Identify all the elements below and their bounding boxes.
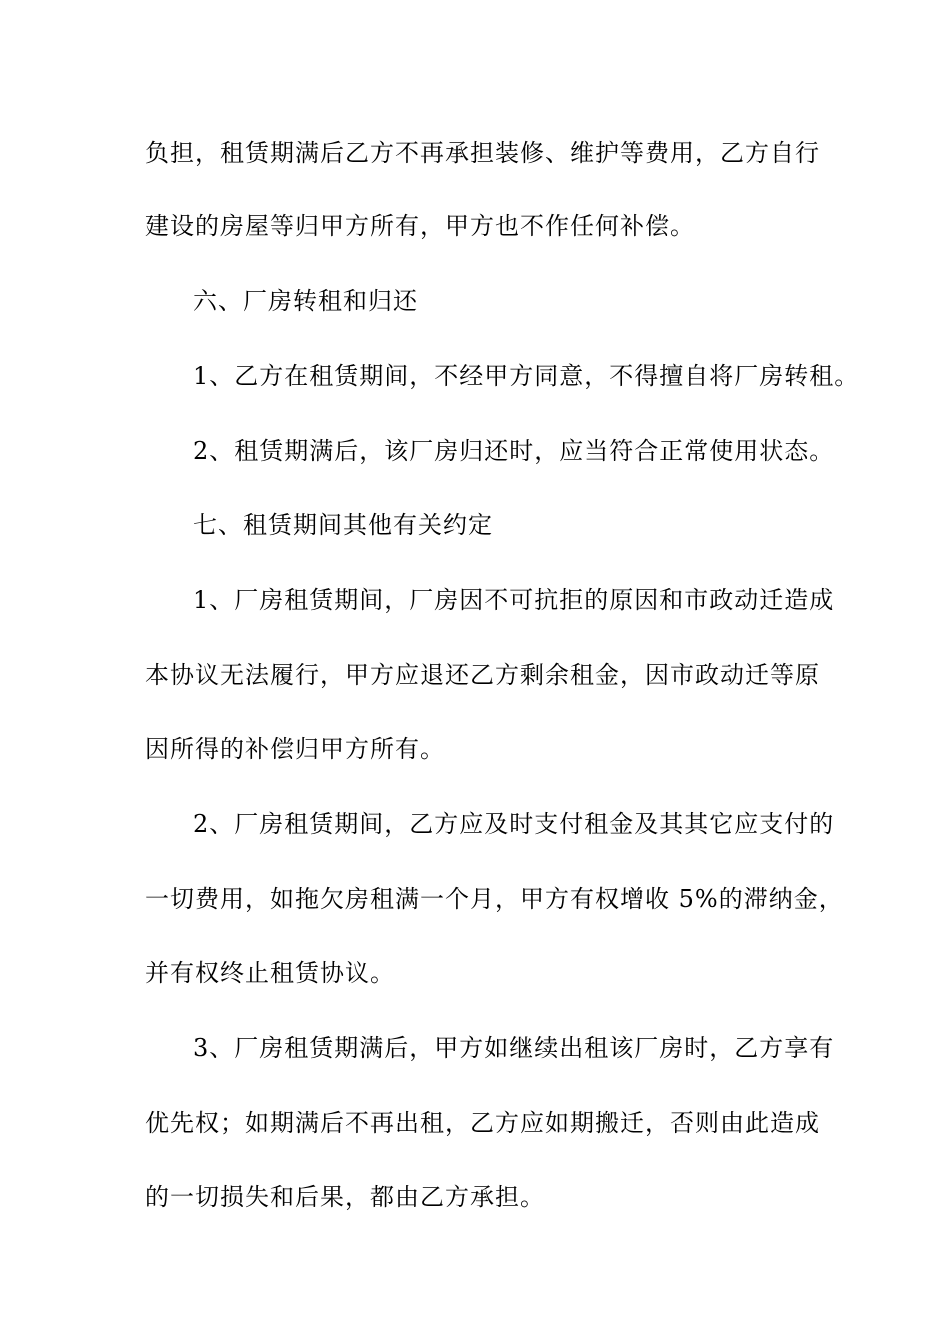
paragraph-line: 一切费用，如拖欠房租满一个月，甲方有权增收 5%的滞纳金， [145,885,844,913]
paragraph-line: 负担，租赁期满后乙方不再承担装修、维护等费用，乙方自行 [145,139,820,167]
clause-line: 1、乙方在租赁期间，不经甲方同意，不得擅自将厂房转租。 [193,362,860,390]
clause-line: 2、租赁期满后，该厂房归还时，应当符合正常使用状态。 [193,437,835,465]
clause-line: 1、厂房租赁期间，厂房因不可抗拒的原因和市政动迁造成 [193,586,835,614]
paragraph-line: 本协议无法履行，甲方应退还乙方剩余租金，因市政动迁等原 [145,661,820,689]
paragraph-line: 因所得的补偿归甲方所有。 [145,735,445,763]
paragraph-line: 建设的房屋等归甲方所有，甲方也不作任何补偿。 [145,212,695,240]
section-heading: 七、租赁期间其他有关约定 [193,511,493,539]
section-heading: 六、厂房转租和归还 [193,287,418,315]
paragraph-line: 并有权终止租赁协议。 [145,959,395,987]
clause-line: 2、厂房租赁期间，乙方应及时支付租金及其其它应支付的 [193,810,835,838]
paragraph-line: 优先权；如期满后不再出租，乙方应如期搬迁，否则由此造成 [145,1109,820,1137]
paragraph-line: 的一切损失和后果，都由乙方承担。 [145,1183,545,1211]
clause-line: 3、厂房租赁期满后，甲方如继续出租该厂房时，乙方享有 [193,1034,835,1062]
